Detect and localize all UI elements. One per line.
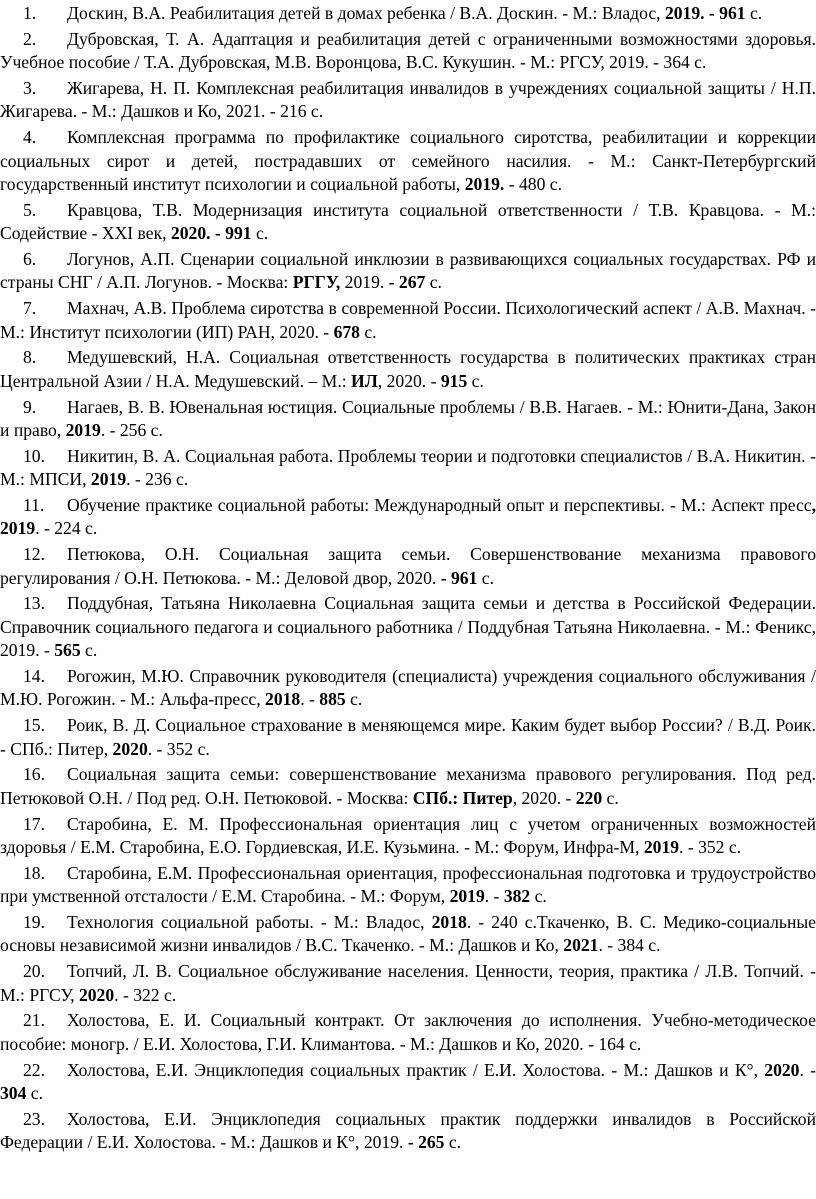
entry-number: 2. [23,28,37,49]
entry-text: . - 224 с. [35,518,98,539]
entry-text: Топчий, Л. В. Социальное обслуживание населения. Ценности, теория, практика / Л.В. Топчий. - М.: РГСУ, [0,961,816,1005]
entry-text: Холостова, Е.И. Энциклопедия социальных практик поддержки инвалидов в Российской Федерации / Е.И. Холостова. - М.: Дашков и К°, 2019. [0,1108,816,1153]
entry-text-bold: 2019 [65,420,101,441]
bibliography-entry [0,543,816,590]
entry-text-bold: 2020 [112,738,148,759]
entry-text: с. [745,3,763,23]
entry-text-bold: 2021 [563,935,599,956]
entry-text-bold: 2018 [265,689,301,710]
bibliography-entry [0,297,816,344]
entry-text: с. [477,567,494,588]
entry-text-bold: РГГУ, [292,272,341,293]
entry-text-bold: 2019. - 961 [664,3,746,23]
bibliography-entry [0,911,816,958]
entry-text: с. [345,689,363,710]
entry-text: Поддубная, Татьяна Николаевна Социальная защита семьи и детства в Российской Федерации. Справочник социального педагога и социального работника / Поддубная Татьяна Николаевна. - М.: Феникс, 2019. - [0,593,816,661]
entry-text: . - 322 с. [114,984,177,1005]
entry-text: , 2020. - [512,787,576,808]
entry-text: с. [26,1083,43,1104]
entry-number: 23. [23,1108,45,1129]
entry-text: Комплексная программа по профилактике социального сиротства, реабилитации и коррекции социальных сирот и детей, пострадавших от семейного насилия. - М.: Санкт-Петербургский государственный институт психологии и социальной работы, [0,127,816,195]
entry-text: Технология социальной работы. - М.: Владос, [67,912,432,933]
entry-text: . - 352 с. [679,837,742,858]
entry-text: Старобина, Е. М. Профессиональная ориентация лиц с учетом ограниченных возможностей здоровья / Е.М. Старобина, Е.О. Гордиевская, И.Е. Кузьмина. - М.: Форум, Инфра-М, [0,813,816,858]
bibliography-entry [0,2,816,25]
entry-text: Холостова, Е.И. Энциклопедия социальных практик / Е.И. Холостова. - М.: Дашков и К°, [67,1059,765,1080]
entry-text: Обучение практике социальной работы: Международный опыт и перспективы. - М.: Аспект пресс [67,495,812,516]
entry-text: . - [484,886,504,907]
entry-number: 8. [23,347,37,368]
bibliography-entry [0,199,816,246]
entry-text-bold: 382 [503,886,531,907]
entry-number: 21. [23,1010,45,1031]
entry-text: с. [602,787,619,808]
entry-text-bold: 565 [54,640,81,661]
entry-number: 3. [23,78,37,98]
entry-text: , 2020. - [377,370,441,391]
entry-text: Доскин, В.А. Реабилитация детей в домах ребенка / В.А. Доскин. - М.: Владос, [67,3,665,23]
entry-text: . - 384 с. [598,935,661,956]
bibliography-entry [0,126,816,196]
bibliography-entry [0,77,816,124]
entry-text: с. [444,1132,462,1153]
bibliography-entry [0,1009,816,1056]
entry-text: - 480 с. [504,174,562,195]
entry-number: 18. [23,862,45,883]
entry-text-bold: 2018 [431,912,467,933]
entry-text: Медушевский, Н.А. Социальная ответственность государства в политических практиках стран Центральной Азии / Н.А. Медушевский. – М.: [0,347,816,391]
entry-text: . - [300,689,320,710]
entry-text-bold: - 267 [388,272,426,293]
entry-text: . - 352 с. [147,738,210,759]
entry-text: . - 256 с. [100,420,163,441]
entry-text-bold: 678 [333,321,360,342]
entry-text: Нагаев, В. В. Ювенальная юстиция. Социальные проблемы / В.В. Нагаев. - М.: Юнити-Дана, Закон и право, [0,396,816,441]
entry-text: Логунов, А.П. Сценарии социальной инклюзии в развивающихся социальных государствах. РФ и страны СНГ / А.П. Логунов. - Москва: [0,249,816,293]
entry-text: с. [425,272,442,293]
bibliography-entry [0,665,816,712]
entry-number: 7. [23,298,37,319]
entry-text: Махнач, А.В. Проблема сиротства в современной России. Психологический аспект / А.В. Махнач. - М.: Институт психологии (ИП) РАН, 2020. - [0,298,816,342]
entry-text: Социальная защита семьи: совершенствование механизма правового регулирования. Под ред. Петюковой О.Н. / Под ред. О.Н. Петюковой. - Москва: [0,764,816,808]
entry-text-bold: 885 [319,689,346,710]
entry-text: с. [251,223,269,244]
entry-text-bold: 2019 [90,469,127,490]
entry-text-bold: - 265 [407,1132,445,1153]
entry-number: 13. [23,593,45,614]
entry-text: Холостова, Е. И. Социальный контракт. От заключения до исполнения. Учебно-методическое пособие: моногр. / Е.И. Холостова, Г.И. Климантова. - М.: Дашков и Ко, 2020. - 164 с. [0,1010,816,1054]
bibliography-entry [0,445,816,492]
bibliography-entry [0,960,816,1007]
entry-text-bold: 220 [575,787,603,808]
entry-text-bold: 2019 [449,886,485,907]
entry-number: 5. [23,199,37,220]
entry-text-bold: 2019. [464,174,505,195]
entry-text-bold: СПб.: Питер [412,787,513,808]
entry-text: Старобина, Е.М. Профессиональная ориентация, профессиональная подготовка и трудоустройство при умственной отсталости / Е.М. Старобина. - М.: Форум, [0,862,816,907]
entry-text: Никитин, В. А. Социальная работа. Проблемы теории и подготовки специалистов / В.А. Никитин. - М.: МПСИ, [0,445,816,490]
entry-text: с. [530,886,547,907]
bibliography-entry [0,396,816,443]
entry-text: с. [80,640,98,661]
entry-number: 15. [23,715,45,736]
bibliography-entry [0,1059,816,1106]
entry-text: с. [359,321,377,342]
entry-text-bold: , 2019 [0,495,816,539]
entry-text: . - [799,1059,816,1080]
entry-number: 4. [23,127,37,148]
entry-text: . - 240 с.Ткаченко, В. С. Медико-социальные основы независимой жизни инвалидов / В.С. Ткаченко. - М.: Дашков и Ко, [0,912,816,956]
entry-number: 11. [23,495,45,516]
bibliography-entry [0,763,816,810]
bibliography-entry [0,28,816,75]
entry-text: Жигарева, Н. П. Комплексная реабилитация инвалидов в учреждениях социальной защиты / Н.П. Жигарева. - М.: Дашков и Ко, 2021. - 216 с. [0,78,816,122]
entry-text-bold: - 961 [440,567,478,588]
entry-text-bold: 2019 [643,837,680,858]
entry-number: 9. [23,396,37,417]
entry-number: 14. [23,666,45,687]
entry-number: 22. [23,1059,45,1080]
bibliography-entry [0,248,816,295]
entry-text-bold: 2020 [764,1059,800,1080]
bibliography-entry [0,862,816,909]
bibliography-entry [0,1108,816,1155]
entry-number: 10. [23,445,45,466]
entry-number: 20. [23,961,45,982]
entry-text: с. [467,370,484,391]
bibliography-entry [0,714,816,761]
entry-text: 2019. [340,272,389,293]
entry-text: Петюкова, О.Н. Социальная защита семьи. Совершенствование механизма правового регулирования / О.Н. Петюкова. - М.: Деловой двор, 2020. [0,544,816,588]
entry-text: Рогожин, М.Ю. Справочник руководителя (специалиста) учреждения социального обслуживания / М.Ю. Рогожин. - М.: Альфа-пресс, [0,666,816,710]
entry-text-bold: 2020. - 991 [170,223,252,244]
bibliography-entry [0,494,816,541]
entry-text: Дубровская, Т. А. Адаптация и реабилитация детей с ограниченными возможностями здоровья. Учебное пособие / Т.А. Дубровская, М.В. Воронцова, В.С. Кукушин. - М.: РГСУ, 2019. - 364 с. [0,28,816,73]
entry-number: 6. [23,249,37,270]
bibliography-entry [0,592,816,662]
entry-text-bold: 304 [0,1083,27,1104]
entry-number: 17. [23,813,45,834]
entry-number: 1. [23,3,37,23]
entry-text-bold: ИЛ [351,370,378,391]
bibliography-entry [0,346,816,393]
entry-text: Роик, В. Д. Социальное страхование в меняющемся мире. Каким будет выбор России? / В.Д. Роик. - СПб.: Питер, [0,715,816,759]
entry-text: Кравцова, Т.В. Модернизация института социальной ответственности / Т.В. Кравцова. - М.: Содействие - XXI век, [0,199,816,244]
entry-number: 12. [23,544,45,565]
entry-number: 16. [23,764,45,785]
entry-number: 19. [23,912,45,933]
entry-text: . - 236 с. [126,469,189,490]
bibliography-entry [0,813,816,860]
entry-text-bold: 915 [440,370,468,391]
entry-text-bold: 2020 [78,984,115,1005]
